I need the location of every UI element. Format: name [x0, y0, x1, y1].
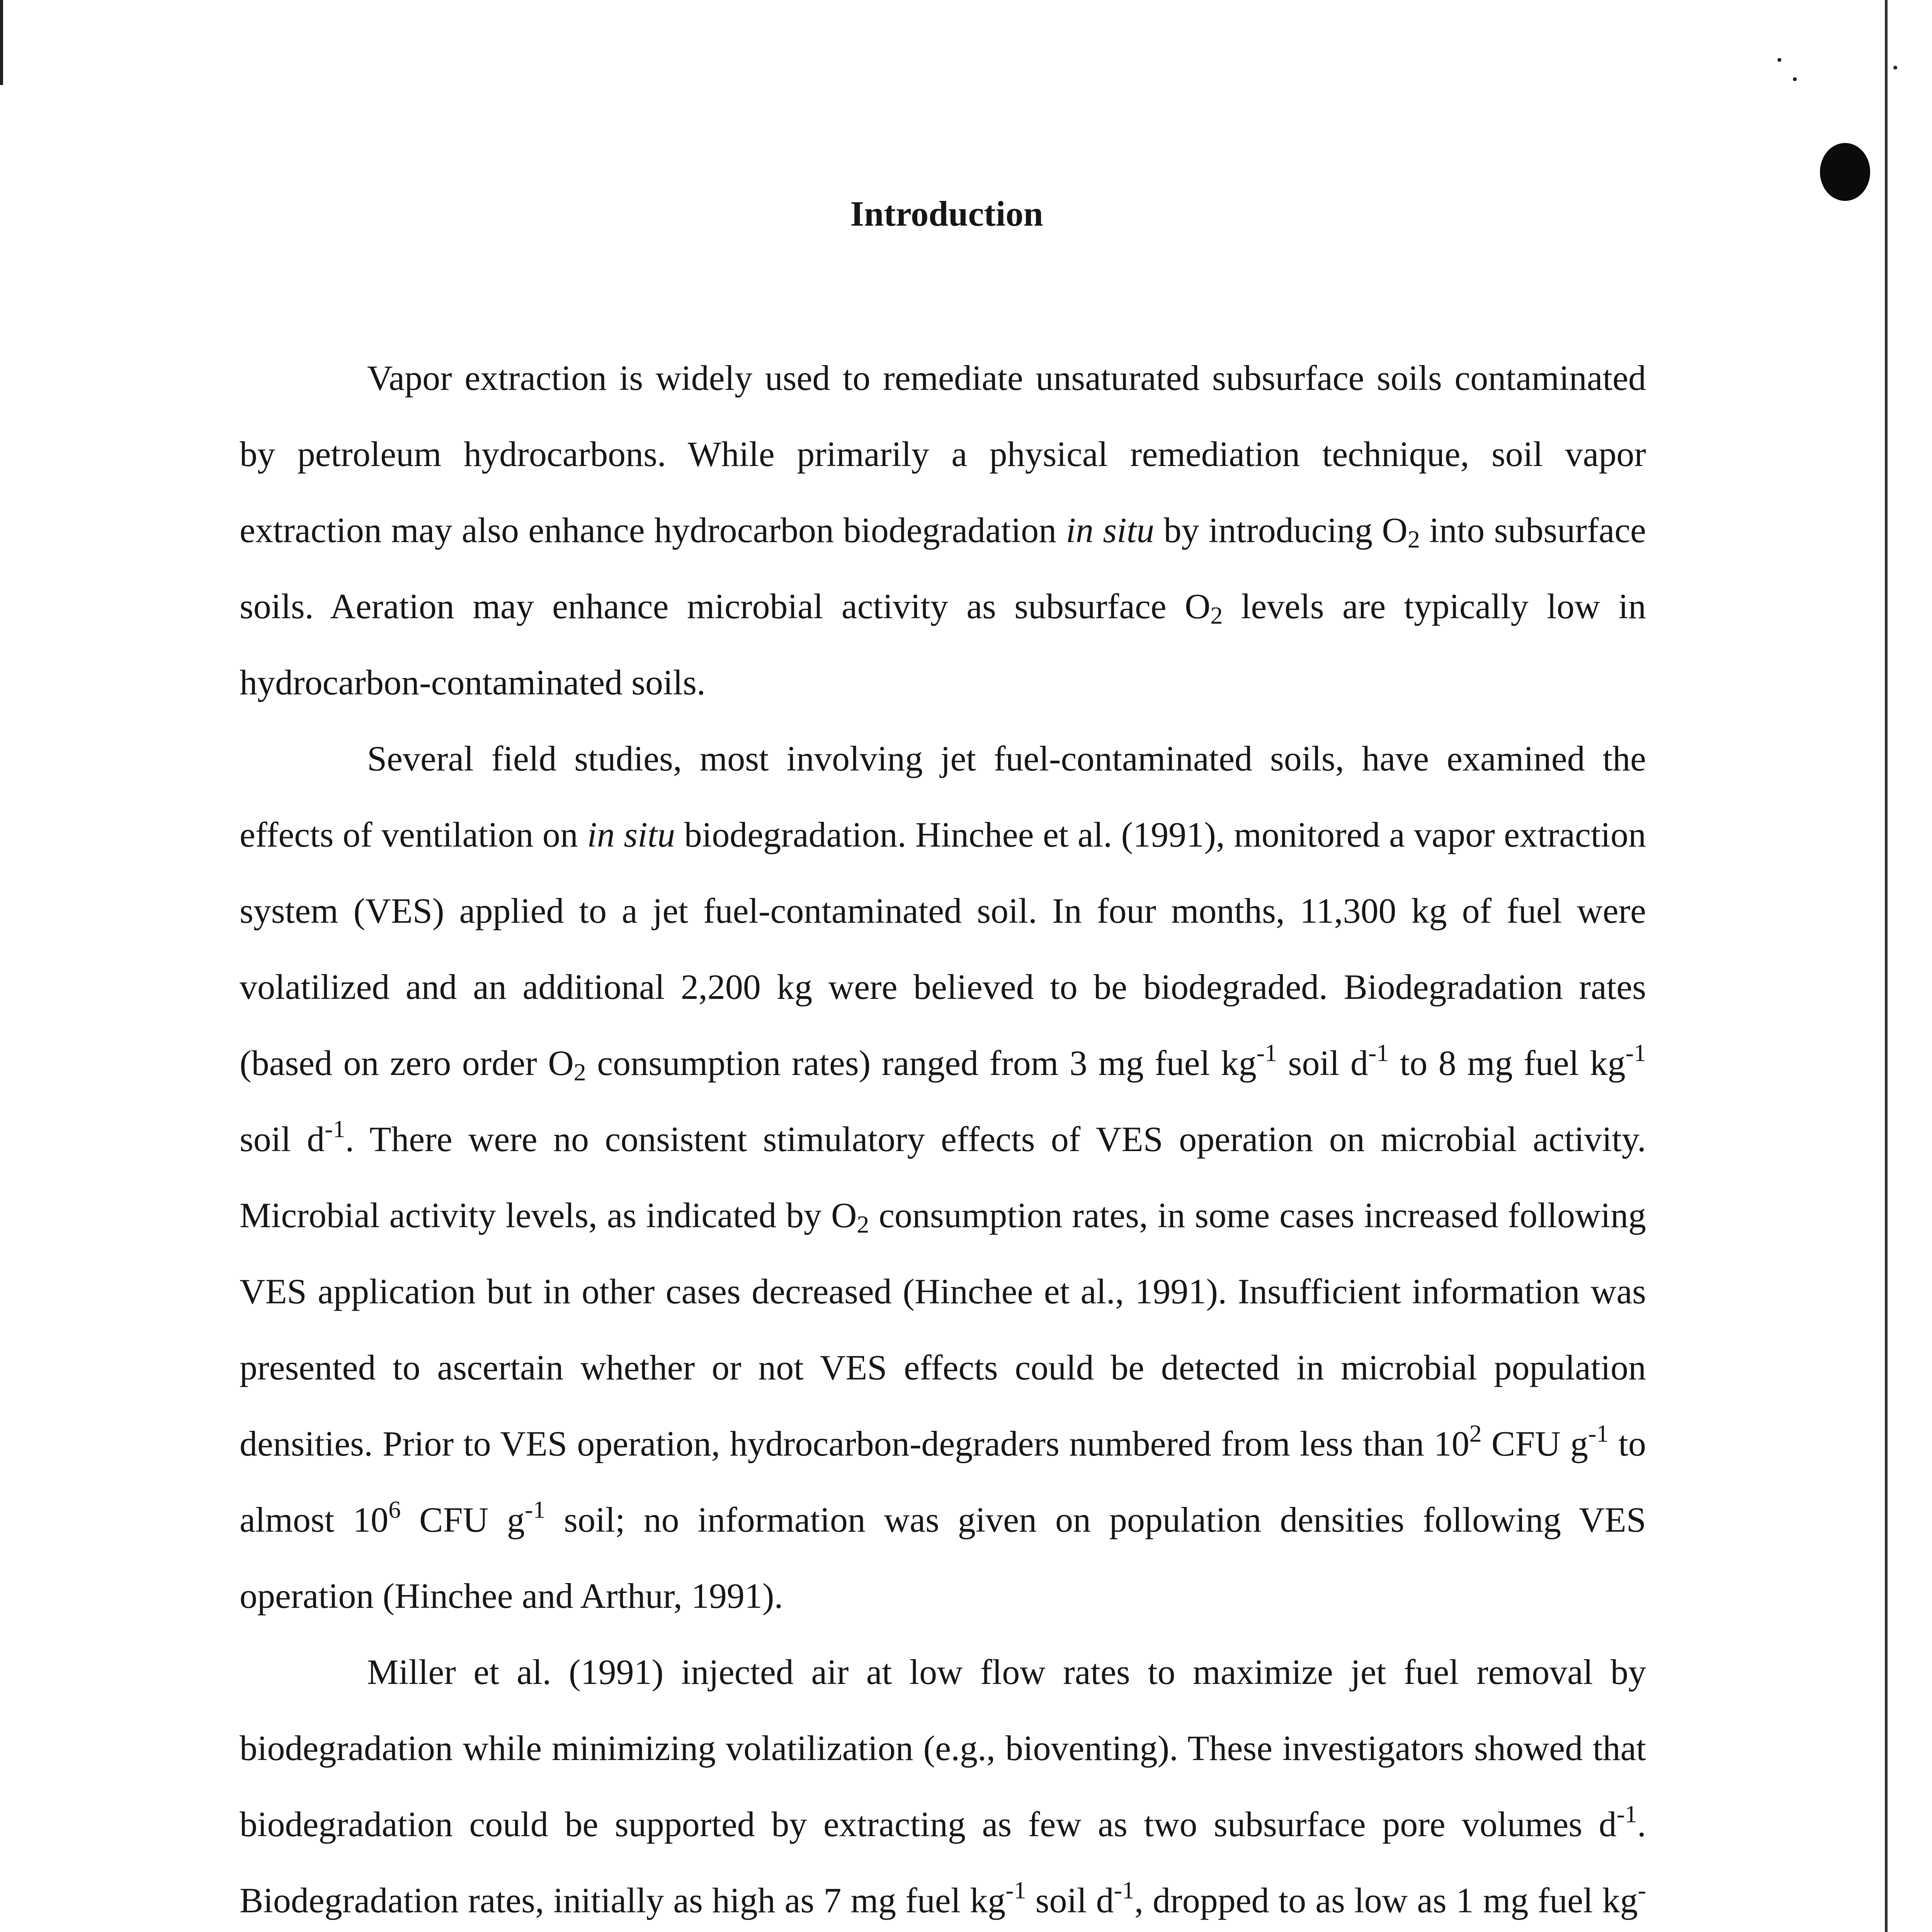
superscript: -1	[1005, 1876, 1026, 1904]
text-run: Miller et al. (1991) injected air at low flow rates to maximize jet fuel removal by biodegradation while minimizing volatilization (e.g., bioventing). These investigators showed that biodegradation could be supported by extracting as few as two subsurface pore volumes d	[240, 1652, 1646, 1844]
text-run: Vapor extraction is widely used to remediate unsaturated subsurface soils contaminated by petroleum hydrocarbons. While primarily a physical remediation technique, soil vapor extraction may also enhance hydrocarbon biodegradation	[240, 358, 1646, 550]
superscript: -1	[1625, 1039, 1646, 1066]
paragraph	[240, 721, 1646, 1634]
text-run: by introducing O	[1154, 510, 1408, 550]
scan-speck	[1793, 77, 1797, 81]
text-run: soil; no information was given on population densities following VES operation (Hinchee and Arthur, 1991).	[240, 1500, 1646, 1616]
paragraph	[240, 1634, 1646, 1932]
text-run: . Biodegradation rates, initially as high as 7 mg fuel kg	[240, 1804, 1646, 1920]
scan-edge-mark	[0, 0, 3, 85]
subscript: 2	[573, 1058, 586, 1086]
superscript: 6	[388, 1496, 401, 1523]
text-run: levels are typically low in hydrocarbon-contaminated soils.	[240, 587, 1646, 702]
subscript: 2	[1407, 526, 1420, 553]
text-run: biodegradation. Hinchee et al. (1991), monitored a vapor extraction system (VES) applied to a jet fuel-contaminated soil. In four months, 11,300 kg of fuel were volatilized and an additional 2,200 kg were believed to be biodegraded. Biodegradation rates (based on zero order O	[240, 815, 1646, 1083]
text-run: , dropped to as low as 1 mg fuel kg	[1134, 1881, 1638, 1920]
text-run: Several field studies, most involving jet fuel-contaminated soils, have examined the effects of ventilation on	[240, 739, 1646, 854]
italic-text: in situ	[587, 815, 675, 854]
scan-speck	[1893, 66, 1897, 70]
text-run: consumption rates) ranged from 3 mg fuel kg	[586, 1043, 1257, 1083]
text-run: soil d	[1026, 1881, 1114, 1920]
text-run: . There were no consistent stimulatory effects of VES operation on microbial activity. Microbial activity levels, as indicated by O	[240, 1119, 1646, 1235]
italic-text: in situ	[1066, 510, 1155, 550]
scan-speck	[1777, 58, 1781, 62]
superscript: -1	[1368, 1039, 1389, 1066]
superscript: 2	[1469, 1420, 1482, 1447]
superscript: -1	[1588, 1420, 1609, 1447]
text-run: to 8 mg fuel kg	[1389, 1043, 1626, 1083]
text-run: soil d	[240, 1119, 325, 1159]
superscript: -1	[1256, 1039, 1277, 1066]
text-run: into subsurface soils. Aeration may enhance microbial activity as subsurface O	[240, 510, 1646, 626]
superscript: -	[1638, 1876, 1646, 1904]
subscript: 2	[1210, 602, 1223, 629]
page-title: Introduction	[850, 194, 1043, 233]
body-text	[240, 340, 1646, 1932]
superscript: -1	[1616, 1800, 1637, 1828]
text-run: CFU g	[1481, 1424, 1588, 1463]
text-run: consumption rates, in some cases increased following VES application but in other cases decreased (Hinchee et al., 1991). Insufficient information was presented to ascertain whether or not VES effects could be detected in microbial population densities. Prior to VES operation, hydrocarbon-degraders numbered from less than 10	[240, 1196, 1646, 1463]
text-run: soil d	[1277, 1043, 1368, 1083]
binder-edge-line	[1885, 0, 1888, 1932]
text-run: CFU g	[401, 1500, 525, 1539]
superscript: -1	[1114, 1876, 1134, 1904]
superscript: -1	[525, 1496, 546, 1523]
text-run: to almost 10	[240, 1424, 1646, 1539]
subscript: 2	[857, 1211, 869, 1238]
paragraph	[240, 340, 1646, 721]
superscript: -1	[325, 1115, 345, 1143]
punch-hole-top	[1820, 143, 1870, 201]
